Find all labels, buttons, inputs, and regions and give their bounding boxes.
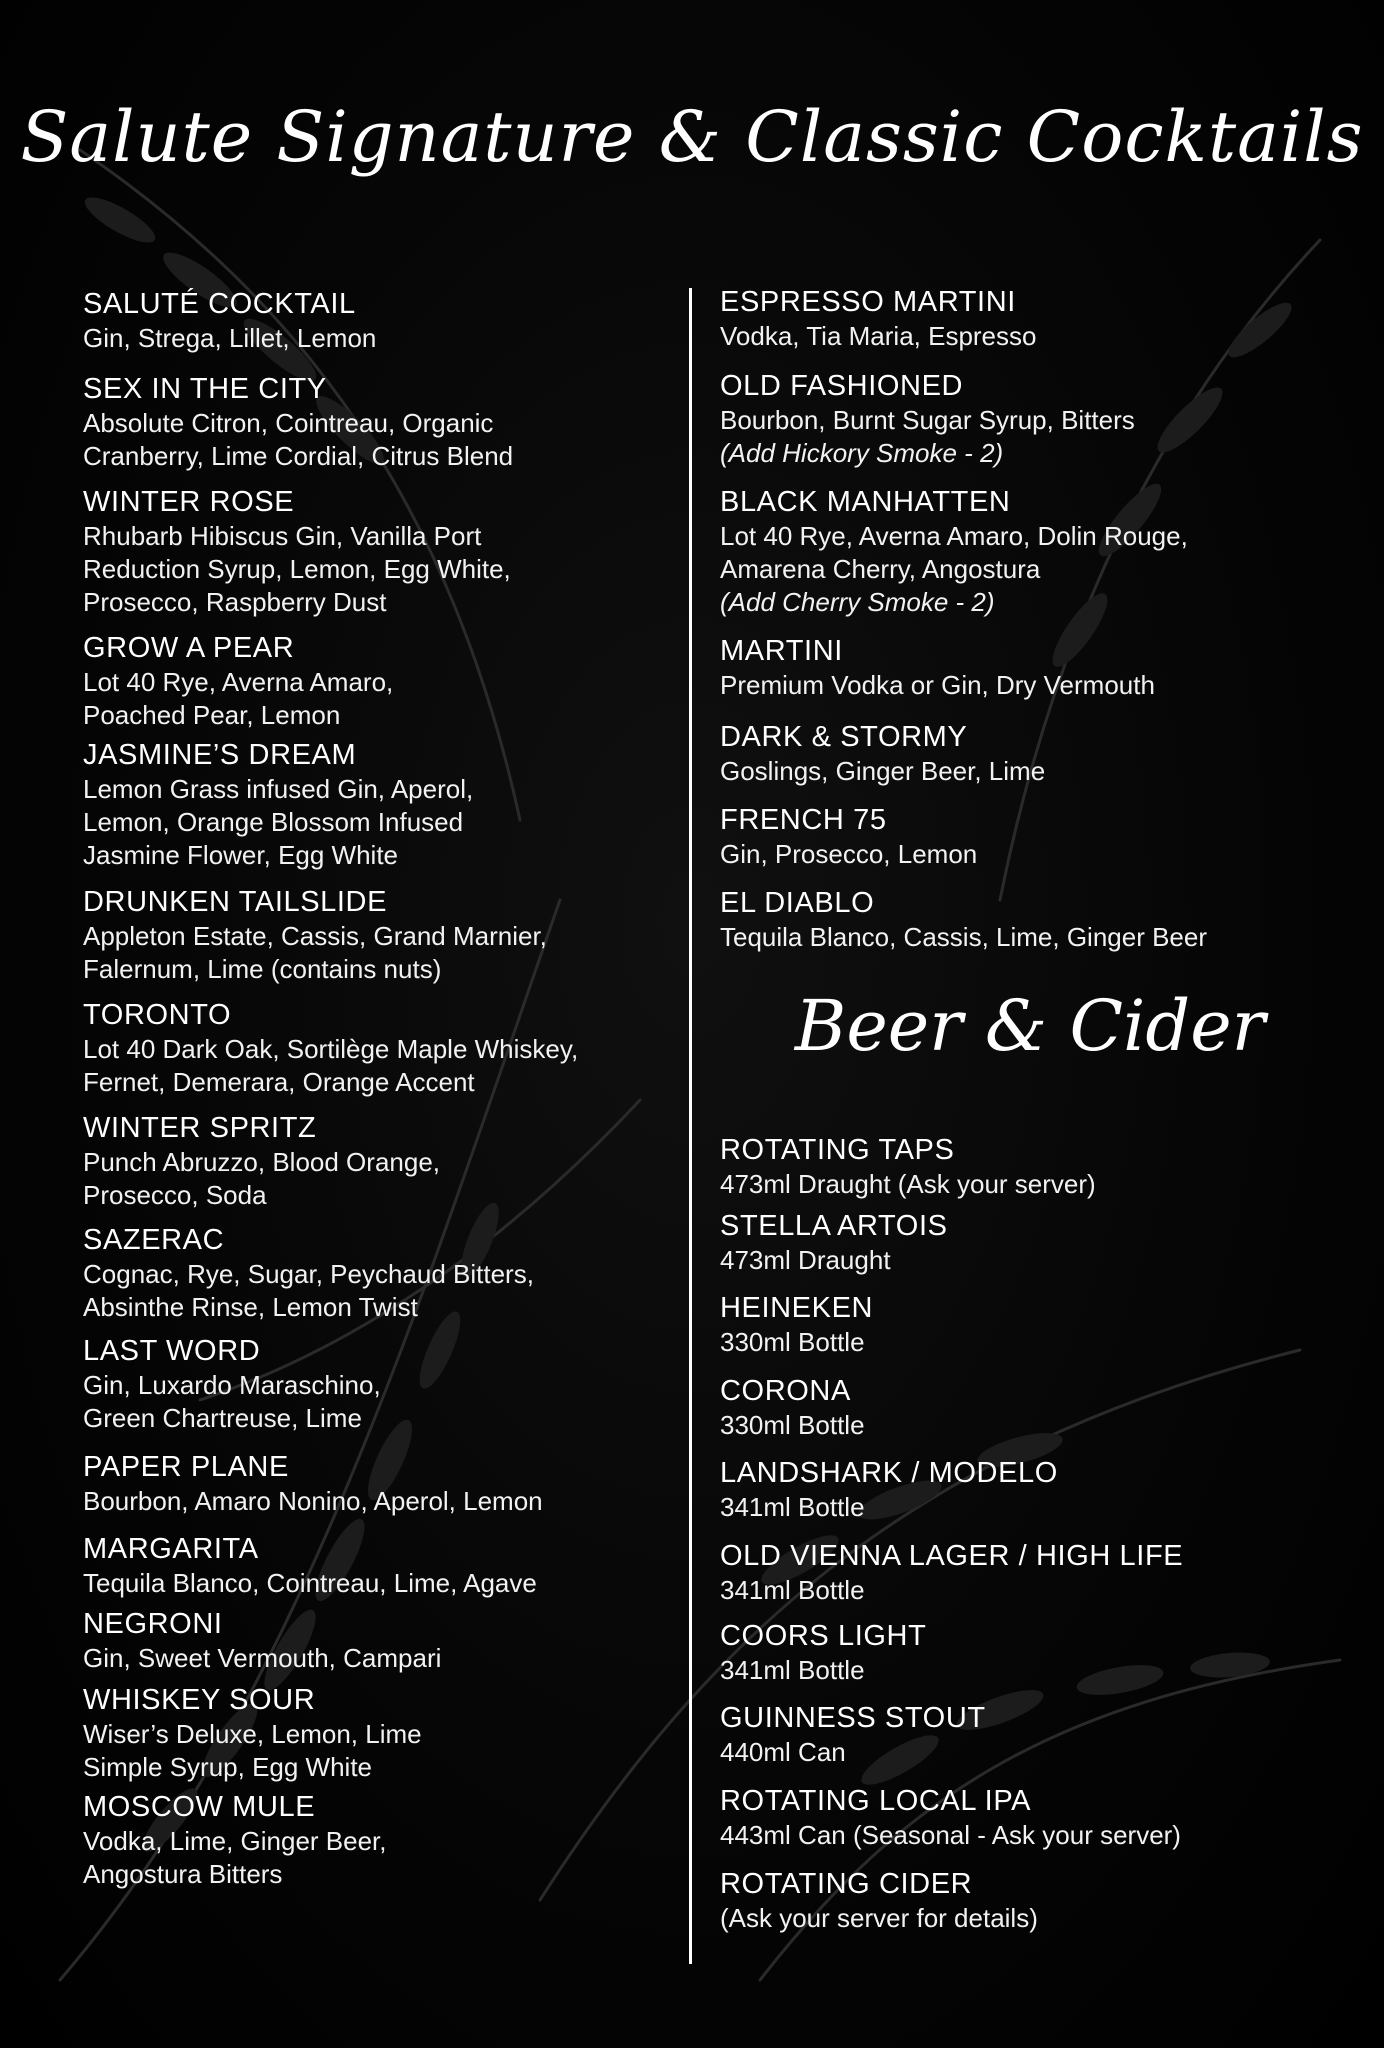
item-description: 330ml Bottle: [720, 1327, 865, 1357]
item-description: Lemon Grass infused Gin, Aperol, Lemon, Orange Blossom Infused Jasmine Flower, Egg White: [83, 774, 474, 870]
item-description: Rhubarb Hibiscus Gin, Vanilla Port Reduction Syrup, Lemon, Egg White, Prosecco, Raspberry Dust: [83, 521, 511, 617]
item-description: Premium Vodka or Gin, Dry Vermouth: [720, 670, 1155, 700]
item-name: GUINNESS STOUT: [720, 1702, 986, 1734]
menu-item: [720, 1783, 1340, 1852]
menu-item: [720, 1455, 1340, 1524]
item-description: 330ml Bottle: [720, 1410, 865, 1440]
item-name: ESPRESSO MARTINI: [720, 286, 1016, 318]
item-name: SEX IN THE CITY: [83, 373, 327, 405]
menu-item: [720, 1866, 1340, 1935]
menu-item: [83, 484, 673, 619]
item-name: OLD VIENNA LAGER / HIGH LIFE: [720, 1540, 1184, 1572]
menu-item: [83, 737, 673, 872]
item-name: ROTATING TAPS: [720, 1134, 955, 1166]
menu-item: [720, 633, 1340, 702]
item-note: (Add Cherry Smoke - 2): [720, 587, 995, 617]
item-description: Cognac, Rye, Sugar, Peychaud Bitters, Absinthe Rinse, Lemon Twist: [83, 1259, 534, 1322]
item-name: OLD FASHIONED: [720, 370, 964, 402]
menu-item: [720, 885, 1340, 954]
menu-item: [720, 368, 1340, 470]
item-description: 440ml Can: [720, 1737, 846, 1767]
menu-item: [720, 284, 1340, 353]
menu-item: [83, 1333, 673, 1435]
item-name: PAPER PLANE: [83, 1451, 289, 1483]
item-description: 473ml Draught: [720, 1245, 891, 1275]
menu-item: [720, 1208, 1340, 1277]
item-name: GROW A PEAR: [83, 632, 295, 664]
item-name: WHISKEY SOUR: [83, 1684, 316, 1716]
item-description: Gin, Strega, Lillet, Lemon: [83, 323, 377, 353]
item-description: Gin, Prosecco, Lemon: [720, 839, 978, 869]
item-description: 341ml Bottle: [720, 1655, 865, 1685]
item-name: MARGARITA: [83, 1533, 259, 1565]
menu-item: [720, 1618, 1340, 1687]
item-description: Appleton Estate, Cassis, Grand Marnier, Falernum, Lime (contains nuts): [83, 921, 547, 984]
item-name: MOSCOW MULE: [83, 1791, 316, 1823]
menu-item: [720, 1700, 1340, 1769]
menu-item: [83, 1222, 673, 1324]
item-name: NEGRONI: [83, 1608, 223, 1640]
item-description: Gin, Luxardo Maraschino, Green Chartreuse, Lime: [83, 1370, 381, 1433]
item-name: DARK & STORMY: [720, 721, 968, 753]
page-title: Salute Signature & Classic Cocktails: [20, 96, 1364, 178]
item-name: MARTINI: [720, 635, 843, 667]
menu-item: [83, 1682, 673, 1784]
item-description: 341ml Bottle: [720, 1492, 865, 1522]
menu-item: [720, 802, 1340, 871]
item-description: Bourbon, Burnt Sugar Syrup, Bitters: [720, 405, 1135, 435]
item-description: Goslings, Ginger Beer, Lime: [720, 756, 1046, 786]
item-description: 443ml Can (Seasonal - Ask your server): [720, 1820, 1181, 1850]
menu-item: [720, 1132, 1340, 1201]
menu-item: [83, 371, 673, 473]
item-name: COORS LIGHT: [720, 1620, 927, 1652]
item-description: Wiser’s Deluxe, Lemon, Lime Simple Syrup, Egg White: [83, 1719, 422, 1782]
item-name: WINTER SPRITZ: [83, 1112, 317, 1144]
item-description: Gin, Sweet Vermouth, Campari: [83, 1643, 442, 1673]
item-name: EL DIABLO: [720, 887, 875, 919]
item-name: SAZERAC: [83, 1224, 225, 1256]
item-description: Lot 40 Dark Oak, Sortilège Maple Whiskey, Fernet, Demerara, Orange Accent: [83, 1034, 579, 1097]
item-name: STELLA ARTOIS: [720, 1210, 948, 1242]
item-name: ROTATING LOCAL IPA: [720, 1785, 1032, 1817]
section-title-beer-cider: Beer & Cider: [794, 985, 1266, 1067]
menu-item: [83, 630, 673, 732]
item-name: DRUNKEN TAILSLIDE: [83, 886, 388, 918]
item-name: BLACK MANHATTEN: [720, 486, 1011, 518]
item-description: Absolute Citron, Cointreau, Organic Cranberry, Lime Cordial, Citrus Blend: [83, 408, 514, 471]
item-description: Lot 40 Rye, Averna Amaro, Dolin Rouge, Amarena Cherry, Angostura: [720, 521, 1188, 584]
item-note: (Add Hickory Smoke - 2): [720, 438, 1004, 468]
item-name: LANDSHARK / MODELO: [720, 1457, 1058, 1489]
item-description: 473ml Draught (Ask your server): [720, 1169, 1096, 1199]
item-description: Lot 40 Rye, Averna Amaro, Poached Pear, Lemon: [83, 667, 394, 730]
menu-item: [720, 719, 1340, 788]
menu-item: [720, 1290, 1340, 1359]
menu-item: [83, 884, 673, 986]
menu-item: [83, 1449, 673, 1518]
item-description: Tequila Blanco, Cassis, Lime, Ginger Beer: [720, 922, 1208, 952]
item-description: Punch Abruzzo, Blood Orange, Prosecco, Soda: [83, 1147, 441, 1210]
menu-item: [83, 286, 673, 355]
item-name: SALUTÉ COCKTAIL: [83, 288, 356, 320]
item-name: WINTER ROSE: [83, 486, 295, 518]
item-name: FRENCH 75: [720, 804, 887, 836]
item-name: LAST WORD: [83, 1335, 261, 1367]
item-description: Bourbon, Amaro Nonino, Aperol, Lemon: [83, 1486, 543, 1516]
item-name: ROTATING CIDER: [720, 1868, 973, 1900]
item-description: (Ask your server for details): [720, 1903, 1038, 1933]
item-name: JASMINE’S DREAM: [83, 739, 357, 771]
item-description: Tequila Blanco, Cointreau, Lime, Agave: [83, 1568, 537, 1598]
item-description: 341ml Bottle: [720, 1575, 865, 1605]
menu-item: [83, 997, 673, 1099]
item-name: CORONA: [720, 1375, 851, 1407]
menu-item: [83, 1789, 673, 1891]
column-divider: [689, 288, 692, 1964]
menu-item: [720, 1373, 1340, 1442]
item-name: HEINEKEN: [720, 1292, 874, 1324]
menu-item: [83, 1531, 673, 1600]
menu-item: [720, 1538, 1340, 1607]
item-description: Vodka, Lime, Ginger Beer, Angostura Bitters: [83, 1826, 387, 1889]
item-description: Vodka, Tia Maria, Espresso: [720, 321, 1037, 351]
item-name: TORONTO: [83, 999, 232, 1031]
menu-item: [83, 1606, 673, 1675]
menu-item: [720, 484, 1340, 619]
menu-item: [83, 1110, 673, 1212]
